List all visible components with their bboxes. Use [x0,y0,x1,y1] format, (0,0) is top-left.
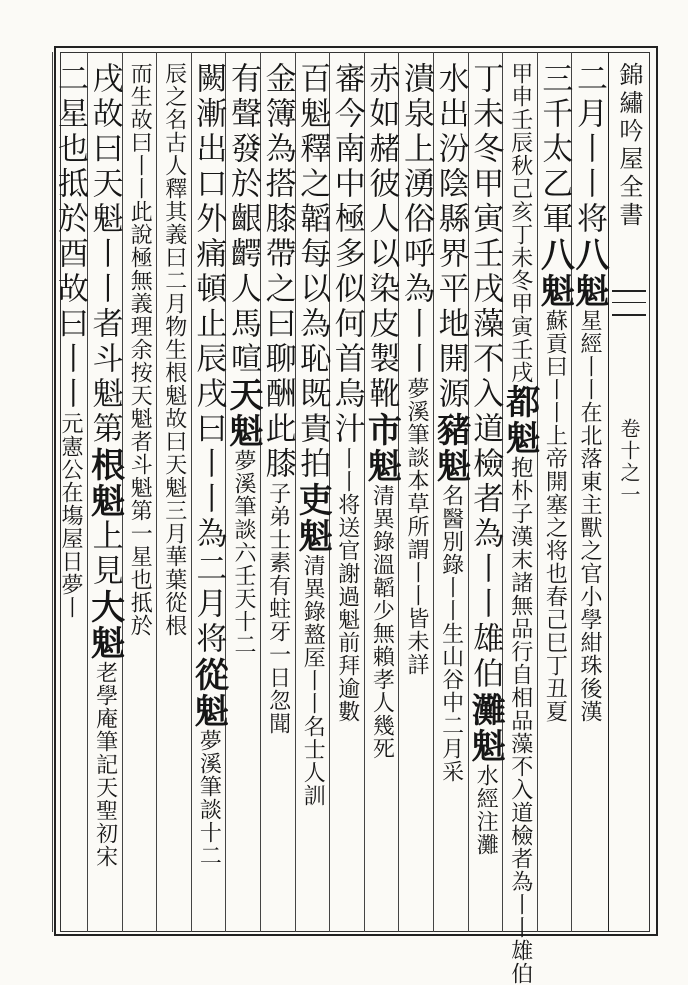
annotation-text: 子弟士素有蛀牙一日忽聞 [265,482,291,735]
entry-headword: 市魁 [361,412,402,484]
text-column [222,62,263,926]
text-column [260,62,295,926]
body-text: 水出汾陰縣界平地開源 [432,62,469,412]
annotation-text: 夢溪筆談六壬天十二 [230,449,256,656]
annotation-text: 抱朴子漢末諸無品行自相品藻不入道檢者為丨丨雄伯 [507,456,533,985]
annotation-text: 清異錄盩厔丨丨名士人訓 [300,554,326,807]
annotation-text: 夢溪筆談本草所謂丨丨皆未詳 [403,377,429,676]
body-text: 闕漸出口外痛頓止 [190,62,227,342]
annotation-text: 而生故曰丨丨此說極無義理余按天魁者斗魁第一星也抵於 [127,62,153,637]
text-column [52,62,87,926]
text-column [499,62,540,985]
annotation-text: 星經丨丨在北落東主獸之官小學紺珠後漢 [576,309,602,723]
text-column [329,62,364,926]
text-column [156,62,191,926]
body-text: 潰泉上湧俗呼為丨丨 [397,62,434,377]
annotation-text: 元憲公在塲屋日夢丨 [57,412,83,619]
entry-headword: 八魁 [568,237,609,309]
body-text: 藻不入道檢者為丨丨雄伯 [467,307,504,692]
text-column [84,62,125,926]
text-column [430,62,471,926]
annotation-text: 老學庵筆記天聖初宋 [92,661,118,868]
entry-headword: 大魁 [84,589,125,661]
entry-headword: 天魁 [222,377,263,449]
annotation-text: 蘇貢曰丨丨上帝開塞之将也春己巳丁丑夏 [542,309,568,723]
fishtail-mark [612,290,646,316]
body-text: 二星也抵於酉故曰丨丨 [51,62,88,412]
body-text: 上見 [86,519,123,589]
entry-headword: 八魁 [534,237,575,309]
text-column [398,62,433,926]
text-column [292,62,333,926]
entry-headword: 都魁 [499,384,540,456]
text-column [568,62,609,926]
entry-headword: 從魁 [188,657,229,729]
body-text: 丁未冬甲寅壬戌 [467,62,504,307]
annotation-text: 水經注灘 [473,764,499,856]
body-text: 二月丨丨将 [570,62,607,237]
annotation-text: 辰之名古人釋其義曰二月物生根魁故曰天魁三月華葉從根 [161,62,187,637]
body-text: 有聲發於齦齶人馬喧 [224,62,261,377]
entry-headword: 吏魁 [292,482,333,554]
entry-headword: 豬魁 [430,412,471,484]
margin-book-title: 錦繡吟屋全書 [615,62,643,230]
body-text: 三千太乙軍 [536,62,573,237]
text-column [188,62,229,926]
annotation-text: 甲申壬辰秋己亥丁未冬甲寅壬戌 [507,62,533,384]
text-column [361,62,402,926]
entry-headword: 根魁 [84,447,125,519]
text-column [465,62,506,926]
body-text: 戌故曰天魁丨丨者斗魁第 [86,62,123,447]
text-column [122,62,157,926]
entry-headword: 灘魁 [465,692,506,764]
annotation-text: 夢溪筆談十二 [196,729,222,867]
body-text: 百魁釋之韜每以為恥既貴拍 [294,62,331,482]
annotation-text: 名醫別錄丨丨生山谷中二月采 [438,484,464,783]
margin-volume-number: 卷十之一 [617,418,641,506]
body-text: 辰戌曰丨丨為二月将 [190,342,227,657]
body-text: 赤如赭彼人以染皮製靴 [363,62,400,412]
body-text: 金簿為搭膝帶之曰聊酬此膝 [259,62,296,482]
body-text: 審今南中極多似何首烏汁 [328,62,365,447]
annotation-text: 清異錄溫韜少無賴孝人幾死 [369,484,395,760]
annotation-text: 丨丨将送官謝過魁前拜逾數 [334,447,360,723]
text-column [534,62,575,926]
